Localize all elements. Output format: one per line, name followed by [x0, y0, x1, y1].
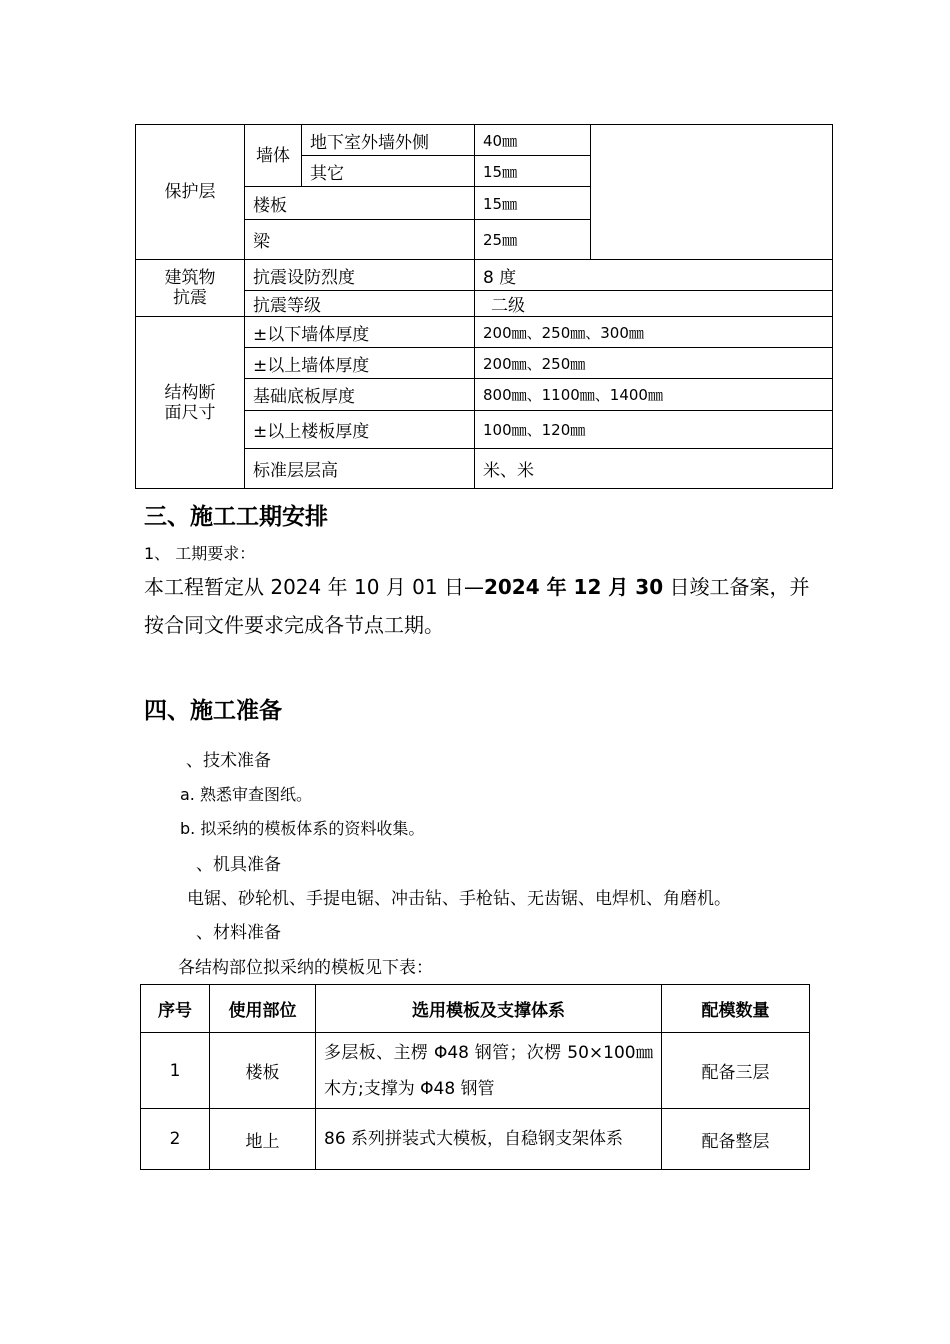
protect-layer-label: 保护层	[136, 125, 245, 260]
other-label: 其它	[302, 156, 475, 187]
floor-height-value: 米、米	[475, 449, 833, 489]
machine-prep: 、机具准备	[196, 855, 281, 875]
row-no: 1	[141, 1033, 210, 1109]
above-wall-value: 200㎜、250㎜	[475, 348, 833, 379]
machine-list: 电锯、砂轮机、手提电锯、冲击钻、手枪钻、无齿锯、电焊机、角磨机。	[187, 889, 731, 909]
floor-height-label: 标准层层高	[245, 449, 475, 489]
above-slab-label: ±以上楼板厚度	[245, 411, 475, 449]
grade-value: 二级	[475, 291, 833, 317]
para-part1: 本工程暂定从 2024 年 10 月 01 日—	[144, 575, 484, 599]
row-part: 地上	[210, 1109, 316, 1170]
wall-outside-label: 地下室外墙外侧	[302, 125, 475, 156]
table-header-row	[141, 985, 810, 1033]
seismic-label-line1: 建筑物	[164, 268, 216, 288]
row-part: 楼板	[210, 1033, 316, 1109]
section4-heading: 四、施工准备	[144, 698, 282, 724]
material-intro: 各结构部位拟采纳的模板见下表：	[178, 958, 433, 978]
wall-outside-value: 40㎜	[475, 125, 591, 156]
para-bold-date: 2024 年 12 月 30	[483, 575, 664, 599]
row-no: 2	[141, 1109, 210, 1170]
formwork-table	[140, 984, 810, 1170]
header-system: 选用模板及支撑体系	[316, 985, 662, 1033]
beam-label: 梁	[245, 220, 475, 260]
row-qty: 配备整层	[662, 1109, 810, 1170]
header-qty: 配模数量	[662, 985, 810, 1033]
tech-prep-b: b. 拟采纳的模板体系的资料收集。	[180, 819, 425, 838]
row-system: 86 系列拼装式大模板，自稳钢支架体系	[316, 1109, 662, 1170]
above-wall-label: ±以上墙体厚度	[245, 348, 475, 379]
section3-paragraph-line1	[144, 571, 810, 600]
section3-heading: 三、施工工期安排	[144, 504, 328, 530]
para-part2: 日竣工备案，并	[663, 575, 810, 599]
base-slab-label: 基础底板厚度	[245, 379, 475, 411]
tech-prep-a: a. 熟悉审查图纸。	[180, 785, 312, 804]
material-prep: 、材料准备	[196, 923, 281, 943]
seismic-label	[136, 260, 245, 317]
above-slab-value: 100㎜、120㎜	[475, 411, 833, 449]
row-system: 多层板、主楞 Φ48 钢管；次楞 50×100㎜木方;支撑为 Φ48 钢管	[316, 1033, 662, 1109]
wall-label: 墙体	[245, 125, 302, 187]
slab-value: 15㎜	[475, 187, 591, 220]
other-value: 15㎜	[475, 156, 591, 187]
section3-item1: 1、 工期要求：	[144, 544, 256, 563]
below-wall-label: ±以下墙体厚度	[245, 317, 475, 348]
structure-parameters-table	[135, 124, 833, 489]
tech-prep: 、技术准备	[186, 751, 271, 771]
section-label-line1: 结构断	[164, 382, 216, 403]
table-row	[141, 1033, 810, 1109]
intensity-label: 抗震设防烈度	[245, 260, 475, 291]
row-qty: 配备三层	[662, 1033, 810, 1109]
below-wall-value: 200㎜、250㎜、300㎜	[475, 317, 833, 348]
header-part: 使用部位	[210, 985, 316, 1033]
section-label-line2: 面尺寸	[164, 402, 216, 423]
grade-label: 抗震等级	[245, 291, 475, 317]
section-size-label	[136, 317, 245, 489]
slab-label: 楼板	[245, 187, 475, 220]
base-slab-value: 800㎜、1100㎜、1400㎜	[475, 379, 833, 411]
seismic-label-line2: 抗震	[173, 288, 207, 308]
blank-cell	[591, 125, 833, 260]
header-no: 序号	[141, 985, 210, 1033]
section3-paragraph-line2: 按合同文件要求完成各节点工期。	[144, 613, 444, 637]
table-row	[141, 1109, 810, 1170]
beam-value: 25㎜	[475, 220, 591, 260]
intensity-value: 8 度	[475, 260, 833, 291]
